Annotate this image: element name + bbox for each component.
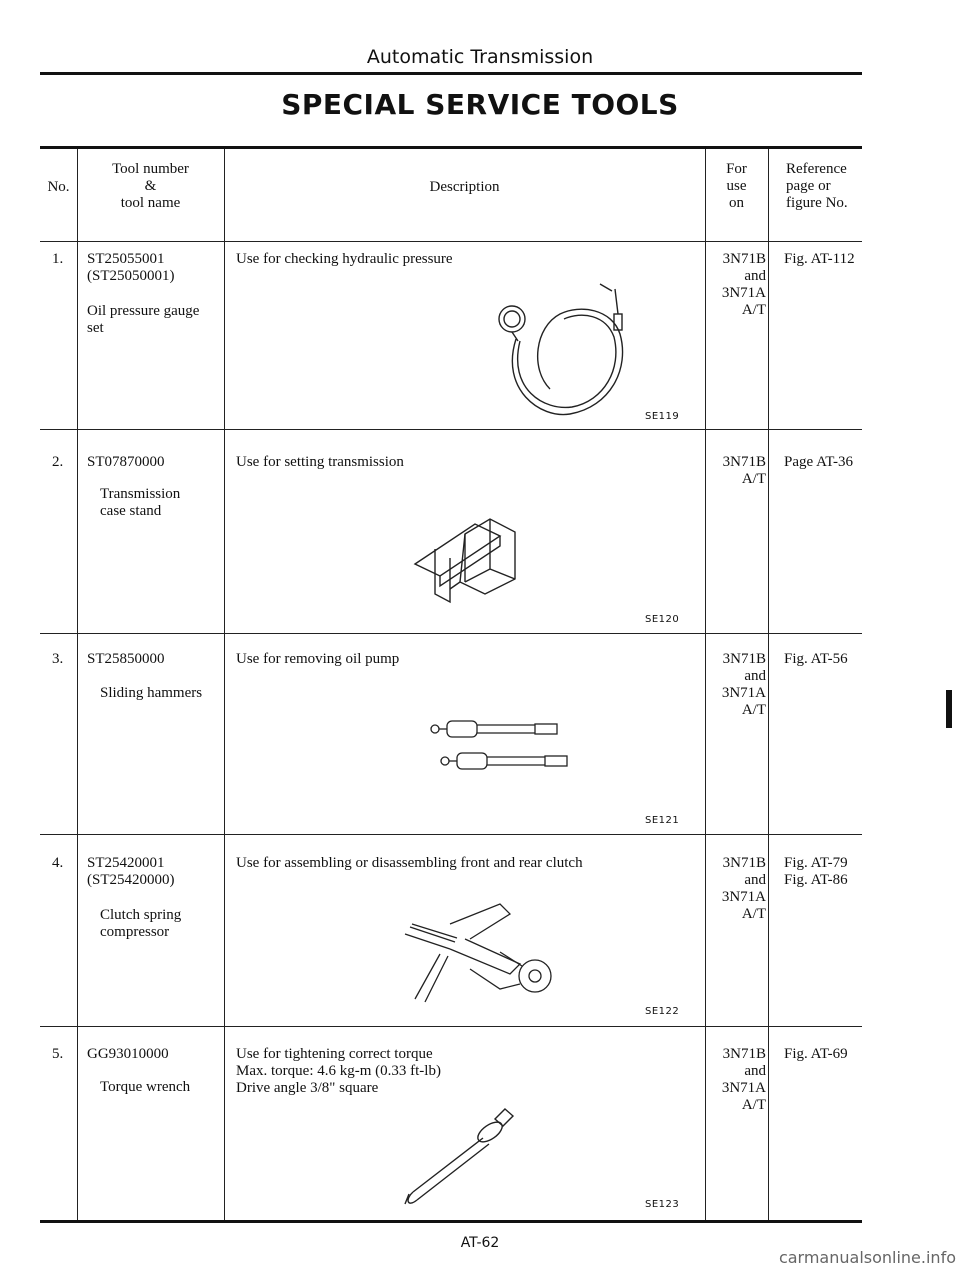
clutch-spring-compressor-icon bbox=[390, 894, 560, 1014]
figure-code: SE123 bbox=[645, 1199, 680, 1210]
row-number: 1. bbox=[52, 251, 64, 267]
tool-name: Oil pressure gauge set bbox=[87, 303, 200, 336]
tool-number: ST25850000 bbox=[87, 651, 165, 667]
row-divider bbox=[40, 1026, 862, 1027]
reference: Fig. AT-112 bbox=[784, 251, 855, 267]
tool-name: Sliding hammers bbox=[100, 685, 203, 701]
column-divider bbox=[768, 149, 769, 1220]
case-stand-icon bbox=[405, 494, 535, 604]
row-divider bbox=[40, 429, 862, 430]
reference: Fig. AT-69 bbox=[784, 1046, 848, 1062]
watermark: carmanualsonline.info bbox=[778, 1248, 956, 1267]
tool-name: Transmission case stand bbox=[100, 486, 181, 519]
column-divider bbox=[77, 149, 78, 1220]
row-divider bbox=[40, 834, 862, 835]
page-title: SPECIAL SERVICE TOOLS bbox=[281, 88, 679, 121]
reference: Fig. AT-79 Fig. AT-86 bbox=[784, 855, 848, 888]
reference: Page AT-36 bbox=[784, 454, 854, 470]
tool-number: ST25055001 (ST25050001) bbox=[87, 251, 175, 284]
figure-code: SE120 bbox=[645, 614, 680, 625]
reference: Fig. AT-56 bbox=[784, 651, 848, 667]
row-number: 5. bbox=[52, 1046, 64, 1062]
tool-name: Clutch spring compressor bbox=[100, 907, 182, 940]
header-rule bbox=[40, 72, 862, 75]
figure-code: SE119 bbox=[645, 411, 680, 422]
page-number: AT-62 bbox=[460, 1235, 500, 1251]
column-header-for-use-on: For use on bbox=[726, 161, 747, 211]
column-divider bbox=[224, 149, 225, 1220]
tool-number: ST07870000 bbox=[87, 454, 165, 470]
column-header-reference: Reference page or figure No. bbox=[786, 161, 848, 211]
column-header-no: No. bbox=[47, 179, 70, 195]
row-number: 3. bbox=[52, 651, 64, 667]
tool-number: ST25420001 (ST25420000) bbox=[87, 855, 175, 888]
for-use-on: 3N71B and 3N71A A/T bbox=[721, 651, 766, 718]
tool-description: Use for checking hydraulic pressure bbox=[236, 251, 453, 267]
column-header-description: Description bbox=[429, 179, 500, 195]
tool-name: Torque wrench bbox=[100, 1079, 191, 1095]
column-divider bbox=[705, 149, 706, 1220]
for-use-on: 3N71B and 3N71A A/T bbox=[721, 251, 766, 318]
figure-code: SE122 bbox=[645, 1006, 680, 1017]
edge-bar bbox=[946, 690, 952, 728]
for-use-on: 3N71B A/T bbox=[722, 454, 766, 487]
section-header: Automatic Transmission bbox=[366, 46, 594, 68]
tool-description: Use for setting transmission bbox=[236, 454, 404, 470]
tools-table bbox=[40, 146, 862, 1223]
row-divider bbox=[40, 633, 862, 634]
figure-code: SE121 bbox=[645, 815, 680, 826]
tool-description: Use for tightening correct torque Max. torque: 4.6 kg-m (0.33 ft-lb) Drive angle 3/8" square bbox=[236, 1046, 441, 1096]
tool-description: Use for removing oil pump bbox=[236, 651, 400, 667]
tool-description: Use for assembling or disassembling front and rear clutch bbox=[236, 855, 583, 871]
row-divider bbox=[40, 241, 862, 242]
for-use-on: 3N71B and 3N71A A/T bbox=[721, 1046, 766, 1113]
tool-number: GG93010000 bbox=[87, 1046, 169, 1062]
for-use-on: 3N71B and 3N71A A/T bbox=[721, 855, 766, 922]
torque-wrench-icon bbox=[395, 1104, 535, 1209]
column-header-tool: Tool number & tool name bbox=[112, 161, 189, 211]
sliding-hammer-icon bbox=[425, 709, 575, 784]
oil-pressure-gauge-icon bbox=[480, 279, 650, 424]
row-number: 4. bbox=[52, 855, 64, 871]
row-number: 2. bbox=[52, 454, 64, 470]
